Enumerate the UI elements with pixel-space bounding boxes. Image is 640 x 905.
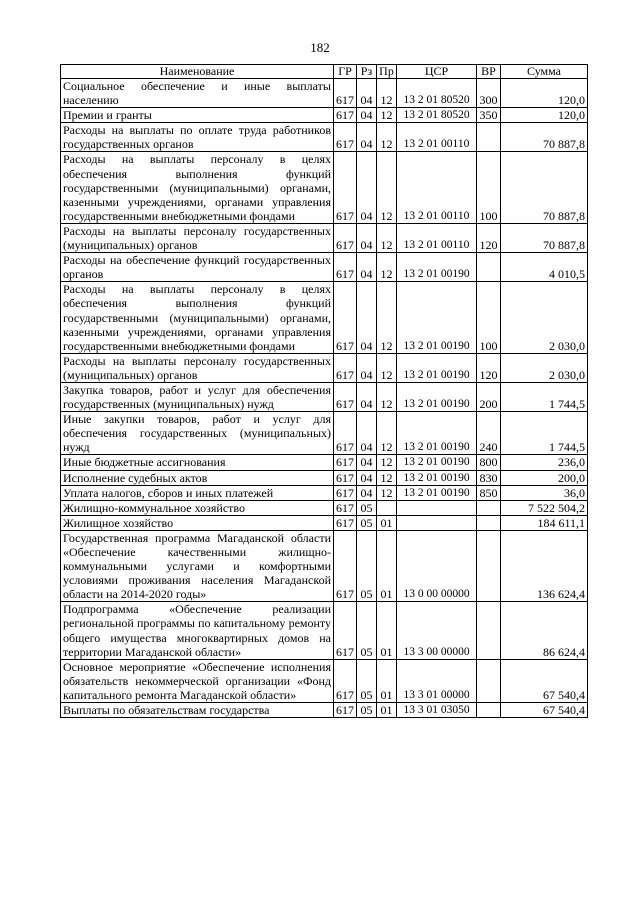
cell-sum: 136 624,4 xyxy=(501,530,588,601)
table-row xyxy=(61,659,588,702)
cell-name: Иные бюджетные ассигнования xyxy=(61,455,334,470)
cell-gr: 617 xyxy=(334,470,357,485)
cell-sum: 67 540,4 xyxy=(501,659,588,702)
table-row xyxy=(61,108,588,123)
cell-pr: 01 xyxy=(377,602,397,659)
cell-name: Исполнение судебных актов xyxy=(61,470,334,485)
cell-gr: 617 xyxy=(334,602,357,659)
cell-vr: 100 xyxy=(477,152,501,223)
cell-gr: 617 xyxy=(334,530,357,601)
cell-csr: 13 2 01 00190 xyxy=(397,353,477,382)
cell-rz: 04 xyxy=(357,108,377,123)
cell-gr: 617 xyxy=(334,223,357,252)
cell-vr: 120 xyxy=(477,223,501,252)
cell-gr: 617 xyxy=(334,108,357,123)
table-row xyxy=(61,79,588,108)
cell-rz: 04 xyxy=(357,282,377,353)
cell-pr: 12 xyxy=(377,382,397,411)
cell-pr: 12 xyxy=(377,455,397,470)
cell-vr xyxy=(477,659,501,702)
cell-name: Расходы на выплаты персоналу в целях обеспечения выполнения функций государственными (муниципальными) органами, казенными учреждениями, органами управления государственными внебюджетными фондами xyxy=(61,152,334,223)
cell-gr: 617 xyxy=(334,79,357,108)
cell-pr: 12 xyxy=(377,253,397,282)
cell-pr: 12 xyxy=(377,123,397,152)
cell-sum: 70 887,8 xyxy=(501,152,588,223)
table-row xyxy=(61,282,588,353)
cell-sum: 70 887,8 xyxy=(501,123,588,152)
table-row xyxy=(61,123,588,152)
cell-gr: 617 xyxy=(334,485,357,500)
cell-vr: 240 xyxy=(477,412,501,455)
cell-sum: 67 540,4 xyxy=(501,703,588,718)
header-vr: ВР xyxy=(477,65,501,79)
cell-csr: 13 2 01 00190 xyxy=(397,412,477,455)
cell-rz: 04 xyxy=(357,253,377,282)
cell-csr: 13 3 01 03050 xyxy=(397,703,477,718)
cell-gr: 617 xyxy=(334,152,357,223)
cell-csr: 13 3 01 00000 xyxy=(397,659,477,702)
page-number: 182 xyxy=(310,40,330,55)
table-row xyxy=(61,152,588,223)
table-row xyxy=(61,353,588,382)
table-row xyxy=(61,412,588,455)
cell-name: Расходы на выплаты персоналу в целях обеспечения выполнения функций государственными (муниципальными) органами, казенными учреждениями, органами управления государственными внебюджетными фондами xyxy=(61,282,334,353)
cell-name: Премии и гранты xyxy=(61,108,334,123)
cell-gr: 617 xyxy=(334,455,357,470)
cell-gr: 617 xyxy=(334,253,357,282)
cell-pr: 12 xyxy=(377,485,397,500)
cell-rz: 04 xyxy=(357,485,377,500)
cell-csr xyxy=(397,500,477,515)
cell-rz: 05 xyxy=(357,500,377,515)
cell-vr xyxy=(477,530,501,601)
cell-rz: 04 xyxy=(357,470,377,485)
cell-name: Расходы на выплаты персоналу государственных (муниципальных) органов xyxy=(61,353,334,382)
cell-name: Жилищно-коммунальное хозяйство xyxy=(61,500,334,515)
header-pr: Пр xyxy=(377,65,397,79)
cell-csr: 13 0 00 00000 xyxy=(397,530,477,601)
cell-name: Расходы на выплаты персоналу государственных (муниципальных) органов xyxy=(61,223,334,252)
cell-name: Расходы на выплаты по оплате труда работников государственных органов xyxy=(61,123,334,152)
cell-rz: 04 xyxy=(357,455,377,470)
cell-sum: 120,0 xyxy=(501,79,588,108)
header-csr: ЦСР xyxy=(397,65,477,79)
cell-vr: 300 xyxy=(477,79,501,108)
cell-csr xyxy=(397,515,477,530)
budget-table xyxy=(60,64,588,718)
cell-vr xyxy=(477,515,501,530)
cell-pr: 01 xyxy=(377,703,397,718)
cell-gr: 617 xyxy=(334,500,357,515)
table-row xyxy=(61,470,588,485)
cell-vr: 200 xyxy=(477,382,501,411)
cell-vr xyxy=(477,500,501,515)
cell-csr: 13 2 01 80520 xyxy=(397,108,477,123)
cell-csr: 13 3 00 00000 xyxy=(397,602,477,659)
cell-vr xyxy=(477,602,501,659)
cell-sum: 36,0 xyxy=(501,485,588,500)
cell-csr: 13 2 01 00110 xyxy=(397,152,477,223)
table-row xyxy=(61,485,588,500)
cell-pr: 12 xyxy=(377,108,397,123)
header-gr: ГР xyxy=(334,65,357,79)
cell-csr: 13 2 01 00190 xyxy=(397,455,477,470)
cell-csr: 13 2 01 00110 xyxy=(397,123,477,152)
cell-vr: 100 xyxy=(477,282,501,353)
cell-sum: 4 010,5 xyxy=(501,253,588,282)
cell-pr: 12 xyxy=(377,282,397,353)
cell-rz: 04 xyxy=(357,382,377,411)
cell-name: Расходы на обеспечение функций государственных органов xyxy=(61,253,334,282)
cell-sum: 236,0 xyxy=(501,455,588,470)
cell-gr: 617 xyxy=(334,282,357,353)
cell-csr: 13 2 01 00110 xyxy=(397,223,477,252)
cell-sum: 2 030,0 xyxy=(501,353,588,382)
table-row xyxy=(61,223,588,252)
cell-sum: 1 744,5 xyxy=(501,412,588,455)
cell-sum: 7 522 504,2 xyxy=(501,500,588,515)
cell-name: Подпрограмма «Обеспечение реализации региональной программы по капитальному ремонту общего имущества многоквартирных домов на территории Магаданской области» xyxy=(61,602,334,659)
cell-vr: 350 xyxy=(477,108,501,123)
cell-csr: 13 2 01 00190 xyxy=(397,282,477,353)
cell-rz: 05 xyxy=(357,602,377,659)
cell-pr: 12 xyxy=(377,412,397,455)
table-row xyxy=(61,703,588,718)
header-sum: Сумма xyxy=(501,65,588,79)
cell-gr: 617 xyxy=(334,123,357,152)
cell-gr: 617 xyxy=(334,659,357,702)
cell-sum: 70 887,8 xyxy=(501,223,588,252)
cell-pr xyxy=(377,500,397,515)
cell-name: Уплата налогов, сборов и иных платежей xyxy=(61,485,334,500)
table-row xyxy=(61,515,588,530)
cell-name: Иные закупки товаров, работ и услуг для обеспечения государственных (муниципальных) нужд xyxy=(61,412,334,455)
cell-csr: 13 2 01 00190 xyxy=(397,470,477,485)
cell-rz: 05 xyxy=(357,530,377,601)
cell-pr: 01 xyxy=(377,515,397,530)
cell-pr: 12 xyxy=(377,152,397,223)
cell-vr xyxy=(477,253,501,282)
cell-pr: 12 xyxy=(377,470,397,485)
cell-vr: 850 xyxy=(477,485,501,500)
cell-pr: 01 xyxy=(377,530,397,601)
cell-name: Основное мероприятие «Обеспечение исполнения обязательств некоммерческой организации «Фонд капитального ремонта Магаданской области» xyxy=(61,659,334,702)
cell-sum: 120,0 xyxy=(501,108,588,123)
cell-rz: 04 xyxy=(357,79,377,108)
cell-pr: 12 xyxy=(377,223,397,252)
cell-gr: 617 xyxy=(334,703,357,718)
cell-gr: 617 xyxy=(334,515,357,530)
cell-rz: 05 xyxy=(357,703,377,718)
cell-vr: 120 xyxy=(477,353,501,382)
cell-rz: 05 xyxy=(357,659,377,702)
cell-csr: 13 2 01 00190 xyxy=(397,382,477,411)
cell-sum: 2 030,0 xyxy=(501,282,588,353)
header-name: Наименование xyxy=(61,65,334,79)
table-row xyxy=(61,455,588,470)
cell-csr: 13 2 01 00190 xyxy=(397,485,477,500)
table-row xyxy=(61,602,588,659)
cell-vr: 830 xyxy=(477,470,501,485)
header-rz: Рз xyxy=(357,65,377,79)
cell-sum: 1 744,5 xyxy=(501,382,588,411)
table-row xyxy=(61,530,588,601)
cell-name: Государственная программа Магаданской области «Обеспечение качественными жилищно-коммунальными услугами и комфортными условиями проживания населения Магаданской области на 2014-2020 годы» xyxy=(61,530,334,601)
cell-rz: 04 xyxy=(357,123,377,152)
cell-vr xyxy=(477,703,501,718)
table-body xyxy=(61,79,588,718)
cell-csr: 13 2 01 80520 xyxy=(397,79,477,108)
cell-rz: 04 xyxy=(357,152,377,223)
cell-csr: 13 2 01 00190 xyxy=(397,253,477,282)
cell-vr xyxy=(477,123,501,152)
table-row xyxy=(61,382,588,411)
cell-rz: 04 xyxy=(357,353,377,382)
table-row xyxy=(61,500,588,515)
cell-vr: 800 xyxy=(477,455,501,470)
cell-rz: 04 xyxy=(357,223,377,252)
table-header-row xyxy=(61,65,588,79)
cell-gr: 617 xyxy=(334,353,357,382)
cell-sum: 200,0 xyxy=(501,470,588,485)
cell-pr: 12 xyxy=(377,353,397,382)
cell-name: Социальное обеспечение и иные выплаты населению xyxy=(61,79,334,108)
cell-rz: 05 xyxy=(357,515,377,530)
cell-name: Закупка товаров, работ и услуг для обеспечения государственных (муниципальных) нужд xyxy=(61,382,334,411)
cell-gr: 617 xyxy=(334,382,357,411)
cell-sum: 86 624,4 xyxy=(501,602,588,659)
cell-pr: 01 xyxy=(377,659,397,702)
table-row xyxy=(61,253,588,282)
cell-rz: 04 xyxy=(357,412,377,455)
cell-sum: 184 611,1 xyxy=(501,515,588,530)
cell-pr: 12 xyxy=(377,79,397,108)
cell-name: Выплаты по обязательствам государства xyxy=(61,703,334,718)
cell-gr: 617 xyxy=(334,412,357,455)
cell-name: Жилищное хозяйство xyxy=(61,515,334,530)
